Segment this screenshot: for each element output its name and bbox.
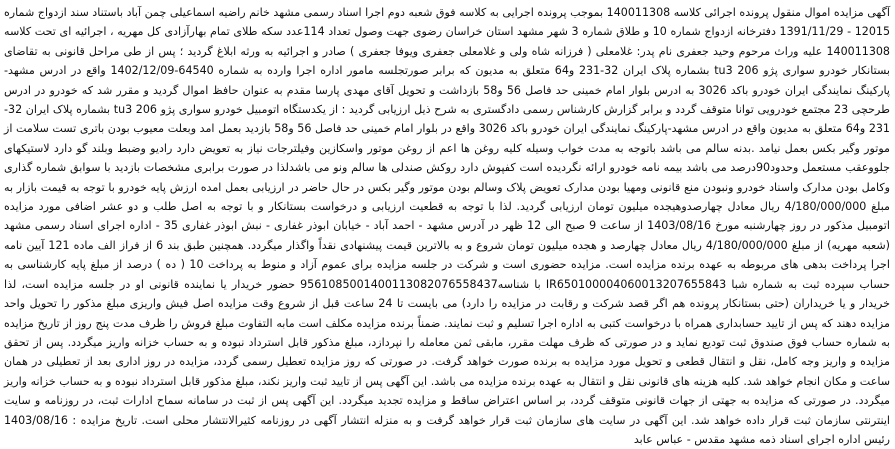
auction-notice-text: آگهی مزایده اموال منقول پرونده اجرائی کلاسه 140011308 بموجب پرونده اجرایی به کلاسه فوق شعبه دوم اجرا اسناد رسمی مشهد خانم راضیه اسماعیلی چمن آباد باستناد سند ازدواج شماره 12015 - 1391/11/29 دفترخانه ازدواج شماره 10 و طلاق شماره 3 شهر مشهد استان خراسان رضوی جهت وصول تعداد 114عدد سکه طلای تمام بهارآزادی کل مهریه ، اجرائیه ای تحت کلاسه 140011308 علیه وراث مرحوم وحید جعفری نام پدر: غلامعلی ( فرزانه شاه ولی و غلامعلی جعفری ویوفا جعفری ) صادر و اجرائیه به ورثه ابلاغ گردید ؛ پس از طی مراحل قانونی به تقاضای بستانکار خودرو سواری پژو 206 tu3 بشماره پلاک ایران 32-231 و64 متعلق به مدیون که برابر صورتجلسه مامور اداره اجرا وارده به شماره 64540-1402/12/09 واقع در ادرس مشهد-پارکینگ نمایندگی ایران خودرو باکد 3026 به ادرس بلوار امام خمینی حد فاصل 56 و58 بازداشت و تحویل آقای مهدی پارسا مقدم به عنوان حافظ اموال گردید و مقرر شد که خودرو در ادرس طرحچی 23 مجتمع خودرویی توانا متوقف گردد و برابر گزارش کارشناس رسمی دادگستری به شرح ذیل ارزیابی گردید : از یکدستگاه اتومبیل خودرو سواری پژو 206 tu3 بشماره پلاک ایران 32-231 و64 متعلق به مدیون واقع در ادرس مشهد-پارکینگ نمایندگی ایران خودرو باکد 3026 واقع در بلوار امام خمینی حد فاصل 56 و58 بازدید بعمل امد وبعلت معیوب بودن باتری تست سلامت از موتور وگیر بکس بعمل نیامد .بدنه سالم می باشد باتوجه به مدت خواب وسیله کلیه روغن ها اعم از روغن موتور واسکازین وفیلترجات نیاز به تعویض دارد رادیو وضبط وبلند گو دارد لاستیکهای جلووعقب مستعمل وحدود90درصد می باشد بیمه نامه خودرو ارائه نگردیده است کفپوش دارد روکش صندلی ها سالم ونو می باشدلذا در صورت برابری مشخصات بازدید با سوابق شماره گذاری وکامل بودن مدارک واسناد خودرو ونبودن منع قانونی ومهیا بودن مدارک تعویض پلاک وسالم بودن موتور وگیر بکس در حال حاضر در ارزیابی بعمل امده ارزش پایه خودرو با توجه به قیمت بازار به مبلغ 4/180/000/000 ریال معادل چهارصدوهیجده میلیون تومان ارزیابی گردید. لذا با توجه به قطعیت ارزیابی و درخواست بستانکار و با توجه به اصل طلب و دو عشر اضافی مورد مزایده اتومبیل مذکور در روز چهارشنبه مورخ 1403/08/16 از ساعت 9 صبح الی 12 ظهر در آدرس مشهد - احمد آباد - خیابان ابوذر غفاری - نبش ابوذر غفاری 35 - اداره اجرای اسناد رسمی مشهد (شعبه مهریه) از مبلغ 4/180/000/000 ریال معادل چهارصد و هجده میلیون تومان شروع و به بالاترین قیمت پیشنهادی نقداً واگذار میگردد. همچنین طبق بند 6 از فراز الف ماده 121 آیین نامه اجرا پرداخت بدهی های مربوطه به عهده برنده مزایده است. مزایده حضوری است و شرکت در جلسه مزایده برای عموم آزاد و منوط به پرداخت 10 ( ده ) درصد از مبلغ پایه کارشناسی به حساب سپرده ثبت به شماره شبا IR650100004060013207655843 با شناسه9561085001400113082076558437 حضور خریدار یا نماینده قانونی او در جلسه مزایده است، لذا خریدار و یا خریداران (حتی بستانکار پرونده هم اگر قصد شرکت و رقابت در مزایده را دارد) می بایست تا 24 ساعت قبل از شروع وقت مزایده اصل فیش واریزی مبلغ مذکور را تحویل واحد مزایده دهند که پس از تایید حسابداری همراه با درخواست کتبی به اداره اجرا تسلیم و ثبت نمایند. ضمناً برنده مزایده مکلف است مابه التفاوت مبلغ فروش را ظرف مدت پنج روز از تاریخ مزایده به شماره حساب فوق صندوق ثبت تودیع نماید و در صورتی که ظرف مهلت مقرر، مابقی ثمن معامله را نپردازد، مبلغ مذکور قابل استرداد نبوده و به حساب خزانه واریز میگردد. پس از تحقق مزایده و واریز وجه کامل، نقل و انتقال قطعی و تحویل مورد مزایده به برنده صورت خواهد گرفت. در صورتی که روز مزایده تعطیل رسمی گردد، مزایده در روز اداری بعد از تعطیلی در همان ساعت و مکان انجام خواهد شد. کلیه هزینه های قانونی نقل و انتقال به عهده برنده مزایده می باشد. این آگهی پس از تایید ثبت واریز نکند، مبلغ مذکور قابل استرداد نبوده و به حساب خزانه واریز میگردد. در صورتی که مزایده به جهتی از جهات قانونی متوقف گردد، بر اساس اعتراض ساقط و مزایده تجدید میگردد. این آگهی پس از ثبت در سامانه سماح ادارات ثبت، در روزنامه و سایت اینترنتی سازمان ثبت قرار داده خواهد شد. این آگهی در سایت های سازمان ثبت قرار خواهد گرفت و به منزله انتشار آگهی در روزنامه کثیرالانتشار محلی است. تاریخ مزایده : 1403/08/16 رئیس اداره اجرای اسناد ذمه مشهد مقدس - عباس عابد <box>4 6 891 446</box>
